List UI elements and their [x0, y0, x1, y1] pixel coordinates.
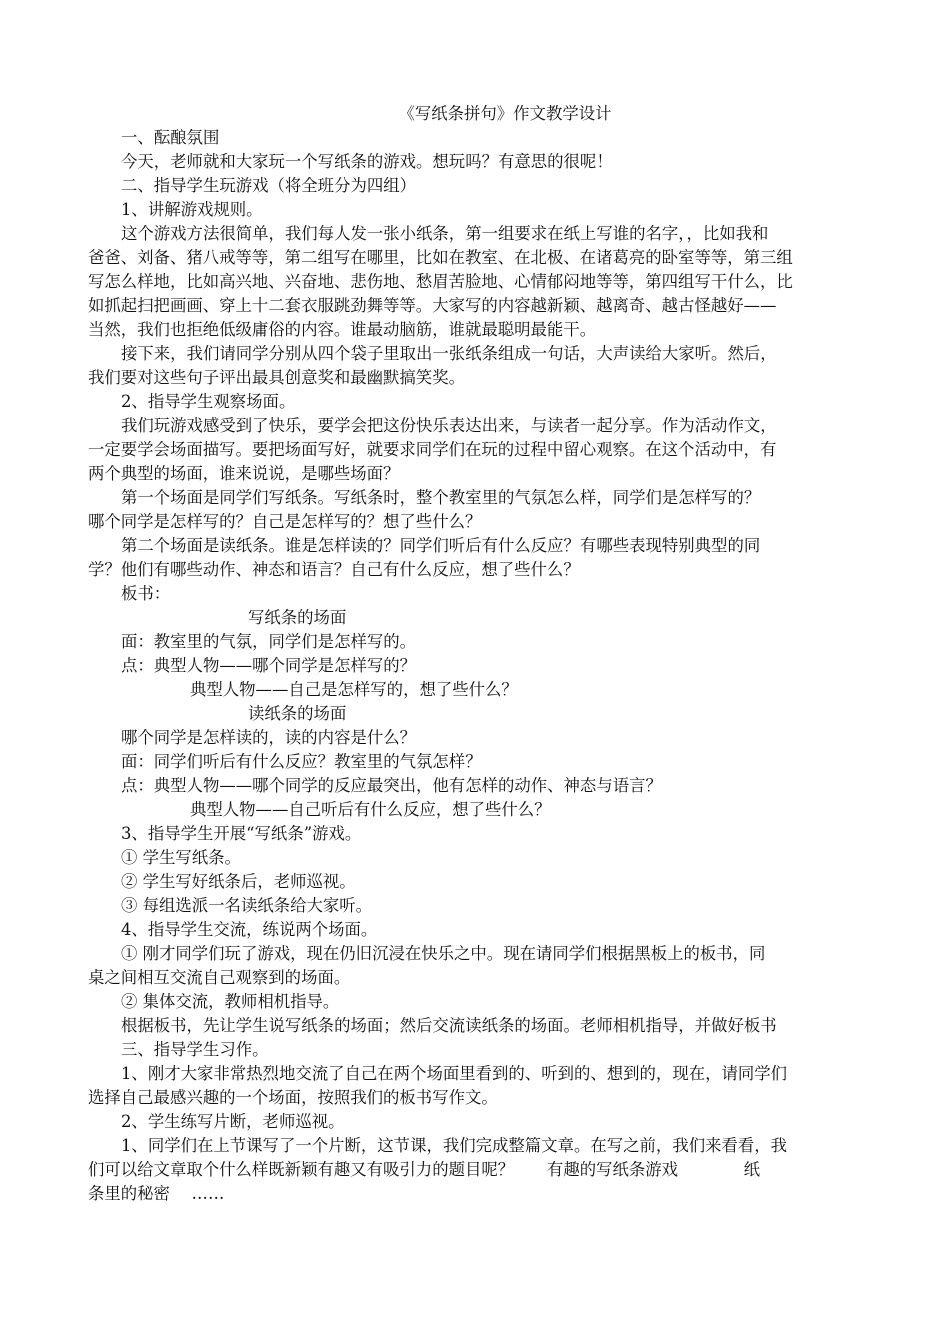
paragraph-line: 两个典型的场面，谁来说说，是哪些场面？ [88, 464, 400, 483]
paragraph-line: 一定要学会场面描写。要把场面写好，就要求同学们在玩的过程中留心观察。在这个活动中，有 [88, 440, 777, 459]
blackboard-line: 典型人物——自己是怎样写的，想了些什么？ [190, 680, 518, 699]
paragraph-line: 根据板书，先让学生说写纸条的场面；然后交流读纸条的场面。老师相机指导，并做好板书 [121, 1016, 777, 1035]
paragraph-line: 哪个同学是怎样写的？自己是怎样写的？想了些什么？ [88, 512, 482, 531]
step-heading: 4、指导学生交流，练说两个场面。 [121, 920, 378, 939]
list-item: ② 学生写好纸条后，老师巡视。 [121, 872, 356, 891]
section-heading-1: 一、酝酿氛围 [121, 128, 220, 147]
paragraph-line: 接下来，我们请同学分别从四个袋子里取出一张纸条组成一句话，大声读给大家听。然后， [121, 344, 777, 363]
blackboard-heading: 读纸条的场面 [248, 704, 347, 723]
blackboard-line: 面：同学们听后有什么反应？教室里的气氛怎样？ [121, 752, 482, 771]
paragraph-line: 桌之间相互交流自己观察到的场面。 [88, 968, 351, 987]
paragraph-line: 学？他们有哪些动作、神态和语言？自己有什么反应，想了些什么？ [88, 560, 580, 579]
paragraph-line: 如抓起扫把画画、穿上十二套衣服跳劲舞等等。大家写的内容越新颖、越离奇、越古怪越好—— [88, 296, 777, 315]
blackboard-line: 点：典型人物——哪个同学的反应最突出，他有怎样的动作、神态与语言？ [121, 776, 662, 795]
paragraph-line: 爸爸、刘备、猪八戒等等，第二组写在哪里，比如在教室、在北极、在诸葛亮的卧室等等，第三组 [88, 248, 793, 267]
step-heading: 3、指导学生开展“写纸条”游戏。 [121, 824, 362, 843]
blackboard-line: 典型人物——自己听后有什么反应，想了些什么？ [190, 800, 551, 819]
list-item: ① 刚才同学们玩了游戏，现在仍旧沉浸在快乐之中。现在请同学们根据黑板上的板书，同 [121, 944, 766, 963]
paragraph-line: 1、同学们在上节课写了一个片断，这节课，我们完成整篇文章。在写之前，我们来看看，我 [121, 1136, 788, 1155]
paragraph-line: 写怎么样地，比如高兴地、兴奋地、悲伤地、愁眉苦脸地、心情郁闷地等等，第四组写干什么，比 [88, 272, 793, 291]
blackboard-line: 哪个同学是怎样读的，读的内容是什么？ [121, 728, 417, 747]
blackboard-line: 面：教室里的气氛，同学们是怎样写的。 [121, 632, 417, 651]
section-heading-2: 二、指导学生玩游戏（将全班分为四组） [121, 176, 417, 195]
list-item: ① 学生写纸条。 [121, 848, 241, 867]
step-heading: 1、讲解游戏规则。 [121, 200, 263, 219]
page-title: 《写纸条拼句》作文教学设计 [398, 104, 612, 123]
paragraph-line: 条里的秘密 …… [88, 1184, 225, 1203]
section-heading-3: 三、指导学生习作。 [121, 1040, 269, 1059]
paragraph-line: 第一个场面是同学们写纸条。写纸条时，整个教室里的气氛怎么样，同学们是怎样写的？ [121, 488, 761, 507]
list-item: ③ 每组选派一名读纸条给大家听。 [121, 896, 373, 915]
blackboard-heading: 写纸条的场面 [248, 608, 347, 627]
paragraph-line: 这个游戏方法很简单，我们每人发一张小纸条，第一组要求在纸上写谁的名字，，比如我和 [121, 224, 769, 243]
paragraph-line: 第二个场面是读纸条。谁是怎样读的？同学们听后有什么反应？有哪些表现特别典型的同 [121, 536, 761, 555]
paragraph-line: 我们要对这些句子评出最具创意奖和最幽默搞笑奖。 [88, 368, 465, 387]
paragraph-line: 们可以给文章取个什么样既新颖有趣又有吸引力的题目呢？ 有趣的写纸条游戏 纸 [88, 1160, 761, 1179]
paragraph-line: 今天，老师就和大家玩一个写纸条的游戏。想玩吗？有意思的很呢！ [121, 152, 613, 171]
list-item: ② 集体交流，教师相机指导。 [121, 992, 340, 1011]
step-heading: 2、学生练写片断，老师巡视。 [121, 1112, 345, 1131]
step-heading: 2、指导学生观察场面。 [121, 392, 296, 411]
paragraph-line: 选择自己最感兴趣的一个场面，按照我们的板书写作文。 [88, 1088, 498, 1107]
blackboard-line: 点：典型人物——哪个同学是怎样写的？ [121, 656, 417, 675]
paragraph-line: 我们玩游戏感受到了快乐，要学会把这份快乐表达出来，与读者一起分享。作为活动作文， [121, 416, 777, 435]
paragraph-line: 1、刚才大家非常热烈地交流了自己在两个场面里看到的、听到的、想到的，现在，请同学们 [121, 1064, 788, 1083]
blackboard-label: 板书： [121, 584, 171, 603]
paragraph-line: 当然，我们也拒绝低级庸俗的内容。谁最动脑筋，谁就最聪明最能干。 [88, 320, 597, 339]
